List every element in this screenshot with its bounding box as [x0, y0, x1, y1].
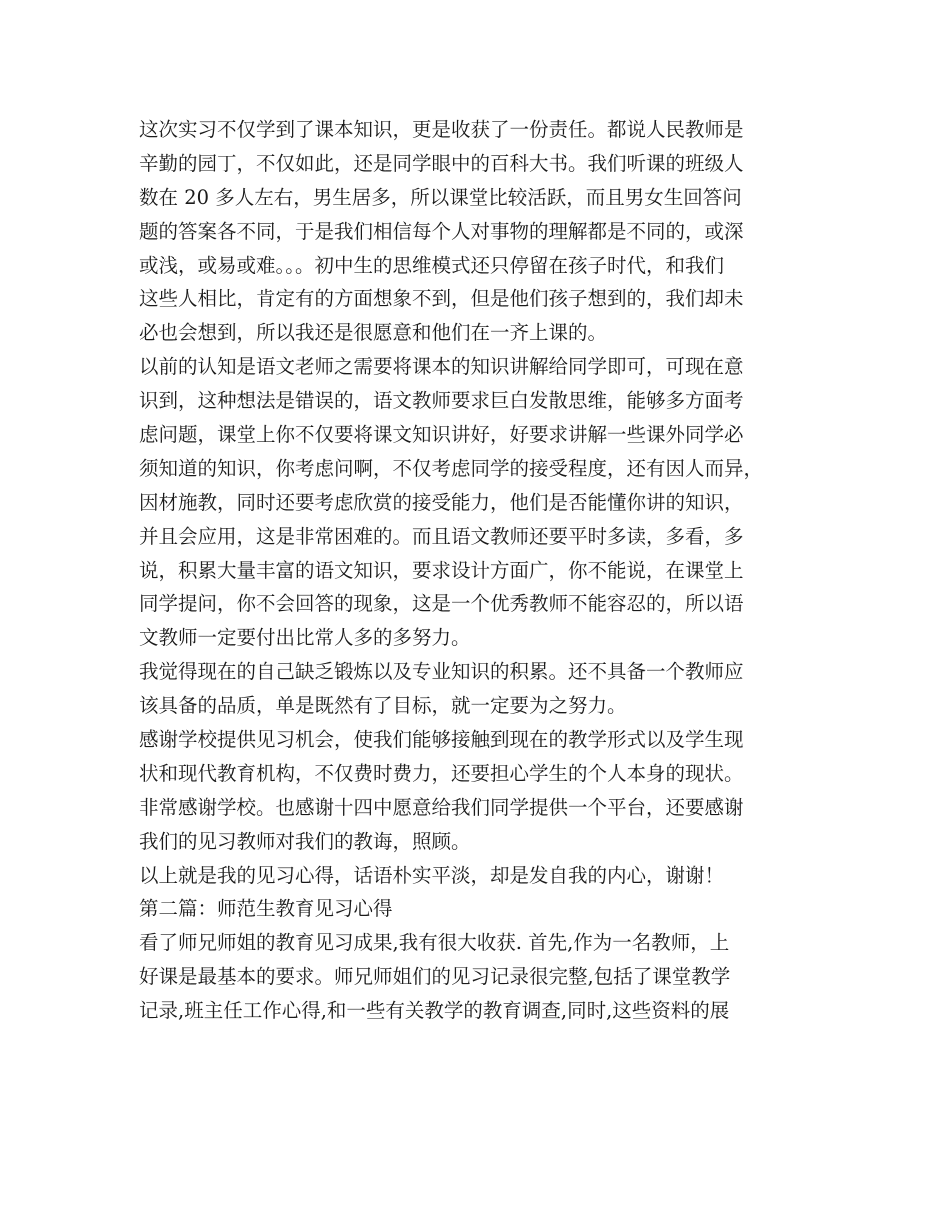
document-body	[139, 113, 829, 1028]
text-line: 感谢学校提供见习机会，使我们能够接触到现在的教学形式以及学生现	[139, 728, 744, 752]
text-line: 数在 20 多人左右，男生居多，所以课堂比较活跃，而且男女生回答问	[139, 185, 742, 209]
text-line: 我们的见习教师对我们的教诲，照顾。	[139, 829, 471, 853]
text-line: 并且会应用，这是非常困难的。而且语文教师还要平时多读，多看，多	[139, 524, 744, 548]
text-line: 状和现代教育机构，不仅费时费力，还要担心学生的个人本身的现状。	[139, 761, 744, 785]
text-line: 同学提问，你不会回答的现象，这是一个优秀教师不能容忍的，所以语	[139, 592, 744, 616]
text-line: 必也会想到，所以我还是很愿意和他们在一齐上课的。	[139, 321, 608, 345]
text-line: 这些人相比，肯定有的方面想象不到，但是他们孩子想到的，我们却未	[139, 287, 744, 311]
text-line: 记录,班主任工作心得,和一些有关教学的教育调查,同时,这些资料的展	[139, 999, 730, 1023]
text-line: 辛勤的园丁，不仅如此，还是同学眼中的百科大书。我们听课的班级人	[139, 151, 744, 175]
text-line: 该具备的品质，单是既然有了目标，就一定要为之努力。	[139, 694, 627, 718]
text-line: 识到，这种想法是错误的，语文教师要求巨白发散思维，能够多方面考	[139, 389, 744, 413]
text-line: 虑问题，课堂上你不仅要将课文知识讲好，好要求讲解一些课外同学必	[139, 423, 744, 447]
text-line: 题的答案各不同，于是我们相信每个人对事物的理解都是不同的，或深	[139, 219, 744, 243]
text-line: 因材施教，同时还要考虑欣赏的接受能力，他们是否能懂你讲的知识，	[139, 490, 744, 514]
text-line: 须知道的知识，你考虑问啊，不仅考虑同学的接受程度，还有因人而异，	[139, 456, 764, 480]
text-line: 或浅，或易或难。。。初中生的思维模式还只停留在孩子时代，和我们	[139, 253, 725, 277]
text-line: 我觉得现在的自己缺乏锻炼以及专业知识的积累。还不具备一个教师应	[139, 660, 744, 684]
text-line: 以前的认知是语文老师之需要将课本的知识讲解给同学即可，可现在意	[139, 355, 744, 379]
text-line: 好课是最基本的要求。师兄师姐们的见习记录很完整,包括了课堂教学	[139, 965, 731, 989]
text-line: 这次实习不仅学到了课本知识，更是收获了一份责任。都说人民教师是	[139, 118, 744, 141]
text-line: 非常感谢学校。也感谢十四中愿意给我们同学提供一个平台，还要感谢	[139, 795, 744, 819]
text-line: 说，积累大量丰富的语文知识，要求设计方面广，你不能说，在课堂上	[139, 558, 744, 582]
text-line: 看了师兄师姐的教育见习成果,我有很大收获. 首先,作为一名教师，上	[139, 931, 730, 955]
section-heading: 第二篇：师范生教育见习心得	[139, 897, 393, 921]
text-line: 以上就是我的见习心得，话语朴实平淡，却是发自我的内心，谢谢！	[139, 863, 725, 887]
text-line: 文教师一定要付出比常人多的多努力。	[139, 626, 471, 650]
